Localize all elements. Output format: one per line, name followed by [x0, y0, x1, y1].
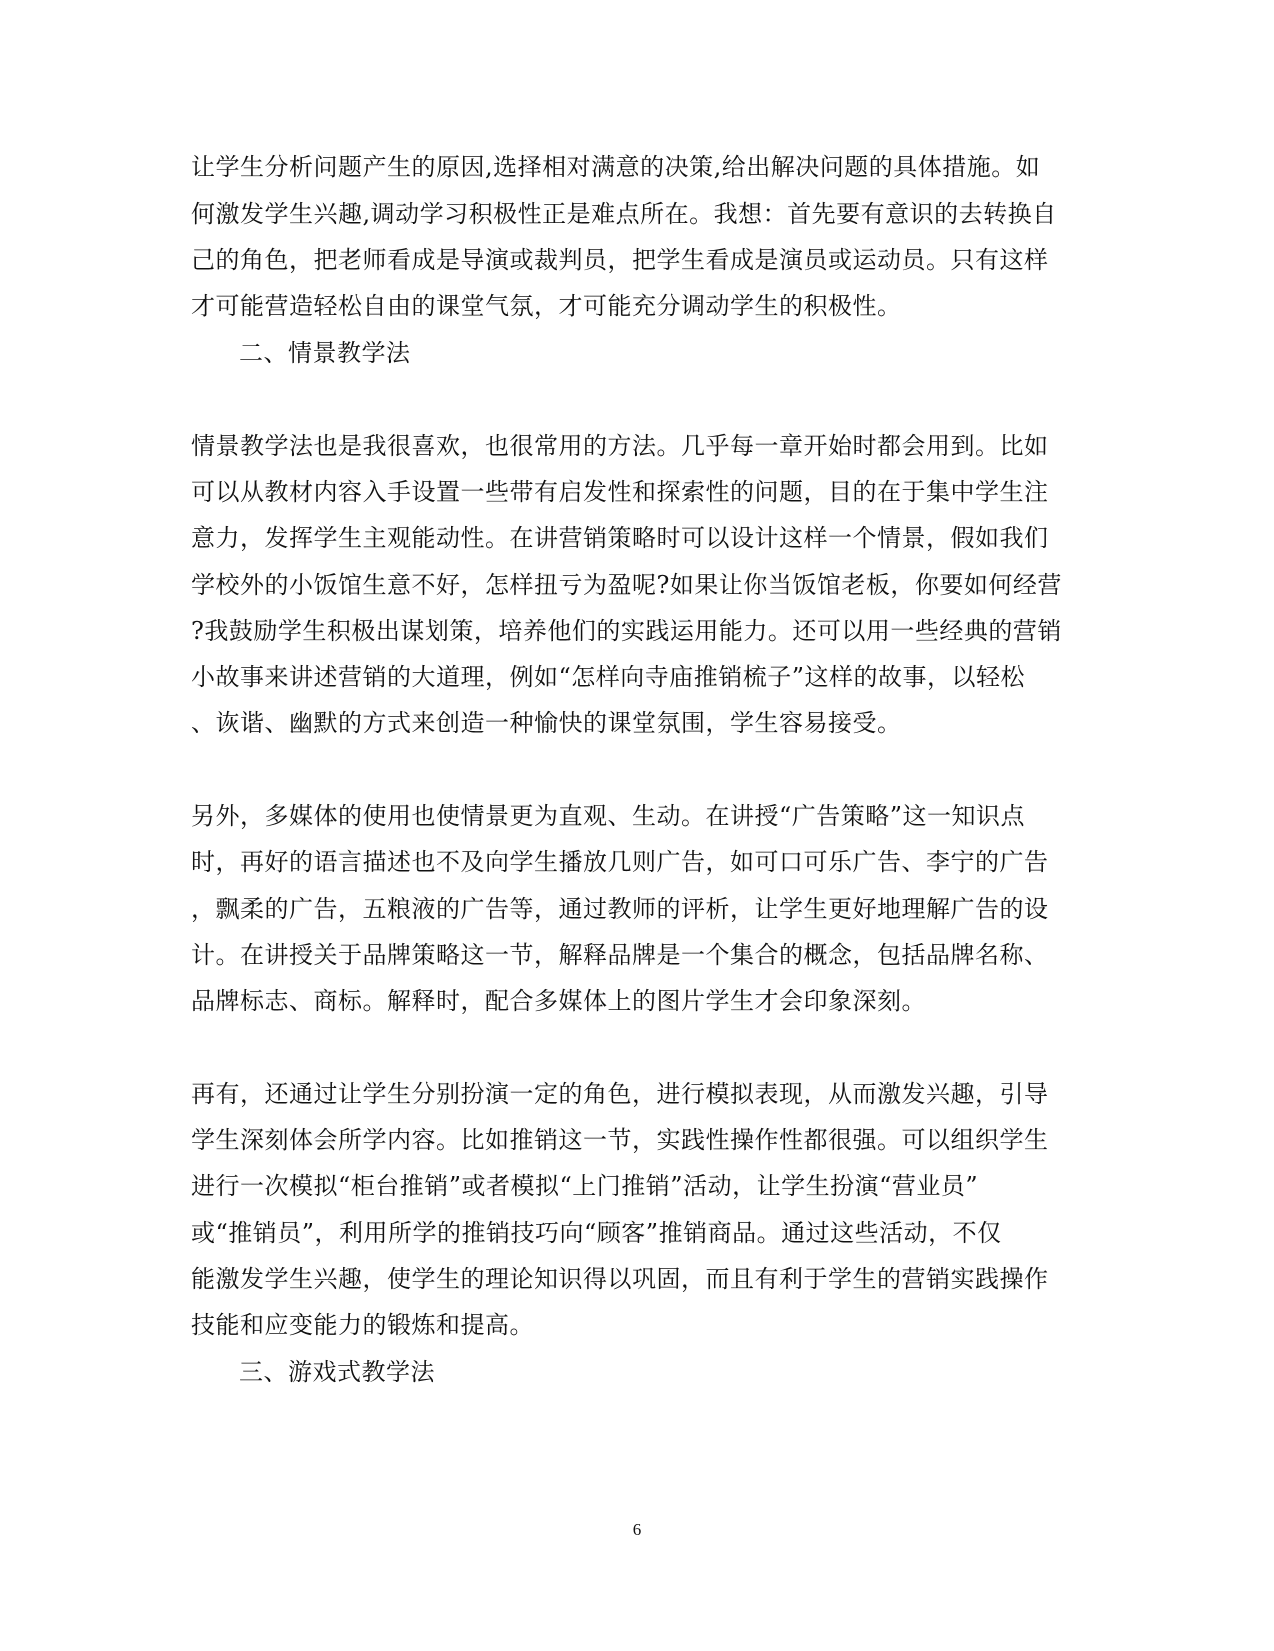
page-number: 6: [632, 1520, 642, 1539]
body-text-line: 小故事来讲述营销的大道理，例如“怎样向寺庙推销梳子”这样的故事，以轻松: [191, 663, 1026, 691]
body-text-line: 何激发学生兴趣,调动学习积极性正是难点所在。我想：首先要有意识的去转换自: [191, 200, 1057, 228]
body-text-line: 学校外的小饭馆生意不好，怎样扭亏为盈呢?如果让你当饭馆老板，你要如何经营: [191, 571, 1062, 599]
body-text-line: 品牌标志、商标。解释时，配合多媒体上的图片学生才会印象深刻。: [191, 987, 926, 1015]
body-text-line: 己的角色，把老师看成是导演或裁判员，把学生看成是演员或运动员。只有这样: [191, 246, 1049, 274]
body-text-line: 技能和应变能力的锻炼和提高。: [191, 1311, 534, 1339]
body-text-line: 时，再好的语言描述也不及向学生播放几则广告，如可口可乐广告、李宁的广告: [191, 848, 1049, 876]
body-text-line: 进行一次模拟“柜台推销”或者模拟“上门推销”活动，让学生扮演“营业员”: [191, 1172, 979, 1200]
body-text-line: 再有，还通过让学生分别扮演一定的角色，进行模拟表现，从而激发兴趣，引导: [191, 1080, 1049, 1108]
body-text-line: 学生深刻体会所学内容。比如推销这一节，实践性操作性都很强。可以组织学生: [191, 1126, 1049, 1154]
body-text-line: ，飘柔的广告，五粮液的广告等，通过教师的评析，让学生更好地理解广告的设: [191, 895, 1049, 923]
body-text-line: 让学生分析问题产生的原因,选择相对满意的决策,给出解决问题的具体措施。如: [191, 153, 1041, 181]
body-text-line: 或“推销员”，利用所学的推销技巧向“顾客”推销商品。通过这些活动，不仅: [191, 1219, 1002, 1247]
section-heading: 三、游戏式教学法: [239, 1358, 435, 1386]
body-text-line: 计。在讲授关于品牌策略这一节，解释品牌是一个集合的概念，包括品牌名称、: [191, 941, 1049, 969]
body-text-line: 可以从教材内容入手设置一些带有启发性和探索性的问题，目的在于集中学生注: [191, 478, 1049, 506]
body-text-line: 另外，多媒体的使用也使情景更为直观、生动。在讲授“广告策略”这一知识点: [191, 802, 1026, 830]
body-text-line: ?我鼓励学生积极出谋划策，培养他们的实践运用能力。还可以用一些经典的营销: [191, 617, 1062, 645]
body-text-line: 情景教学法也是我很喜欢，也很常用的方法。几乎每一章开始时都会用到。比如: [191, 432, 1049, 460]
body-text-line: 才可能营造轻松自由的课堂气氛，才可能充分调动学生的积极性。: [191, 292, 902, 320]
body-text-line: 、诙谐、幽默的方式来创造一种愉快的课堂氛围，学生容易接受。: [191, 709, 902, 737]
section-heading: 二、情景教学法: [239, 339, 411, 367]
body-text-line: 能激发学生兴趣，使学生的理论知识得以巩固，而且有利于学生的营销实践操作: [191, 1265, 1049, 1293]
body-text-line: 意力，发挥学生主观能动性。在讲营销策略时可以设计这样一个情景，假如我们: [191, 524, 1049, 552]
